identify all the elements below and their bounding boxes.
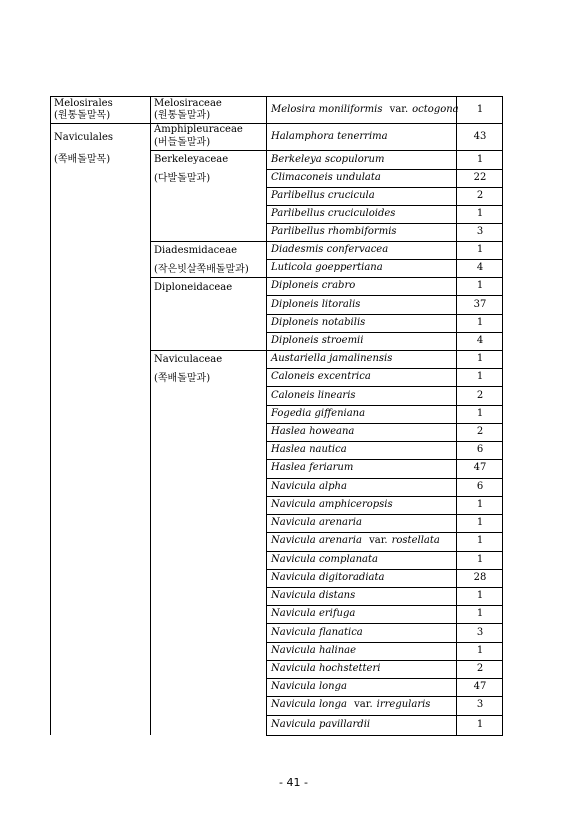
species-table [50,96,503,735]
specimen-count: 1 [476,371,484,382]
specimen-count: 3 [476,226,484,237]
species-binomial: Haslea feriarum [271,462,354,473]
species-row-divider [266,223,503,224]
species-binomial: Parlibellus cruciculoides [271,208,396,219]
specimen-count: 3 [476,699,484,710]
order-column-divider [150,96,151,735]
specimen-count: 1 [476,535,484,546]
specimen-count: 1 [476,353,484,364]
family-name: Amphipleuraceae [154,124,243,135]
specimen-count: 2 [476,663,484,674]
specimen-count: 2 [476,426,484,437]
specimen-count: 47 [473,462,487,473]
species-binomial: Navicula arenaria [271,535,362,546]
order-korean-name: (쪽배돌말목) [54,154,111,165]
species-row-divider [266,332,503,333]
species-name [271,554,378,566]
page-number: - 41 - [279,776,308,789]
species-row-divider [266,169,503,170]
species-row-divider [266,478,503,479]
species-row-divider [266,459,503,460]
species-binomial: Caloneis excentrica [271,371,371,382]
family-korean-name: (쪽배돌말과) [154,373,211,384]
species-binomial: Diploneis crabro [271,280,356,291]
species-row-divider [266,441,503,442]
order-korean-name: (원통돌말목) [54,110,111,121]
species-row-divider [266,277,503,278]
species-binomial: Austariella jamalinensis [271,353,393,364]
specimen-count: 1 [476,280,484,291]
specimen-count: 1 [476,317,484,328]
species-binomial: Navicula complanata [271,554,378,565]
family-korean-name: (작은빗살쪽배돌말과) [154,264,249,275]
specimen-count: 1 [476,517,484,528]
table-left-border [50,96,51,735]
species-binomial: Fogedia giffeniana [271,408,366,419]
order-name: Naviculales [54,132,114,143]
species-binomial: Diploneis litoralis [271,299,361,310]
species-name [271,154,384,166]
species-row-divider [266,605,503,606]
species-binomial: Diploneis stroemii [271,335,364,346]
species-binomial: Melosira moniliformis [271,104,383,115]
specimen-count: 1 [476,499,484,510]
species-row-divider [266,314,503,315]
species-name [271,371,371,383]
species-name [271,627,363,639]
species-binomial: Berkeleya scopulorum [271,154,385,165]
specimen-count: 1 [476,608,484,619]
family-name: Melosiraceae [154,98,222,109]
species-binomial: Navicula erifuga [271,608,356,619]
species-binomial: Navicula hochstetteri [271,663,381,674]
species-row-divider [266,715,503,716]
species-name [271,317,365,329]
specimen-count: 1 [476,645,484,656]
specimen-count: 4 [476,262,484,273]
species-row-divider [266,150,503,151]
species-row-divider [266,350,503,351]
species-name [271,226,397,238]
species-row-divider [266,423,503,424]
specimen-count: 28 [473,572,487,583]
species-name [271,590,355,602]
species-name [271,335,363,347]
species-name [271,244,388,256]
family-korean-name: (버들돌말과) [154,137,211,148]
family-name: Diploneidaceae [154,282,233,293]
species-row-divider [266,660,503,661]
specimen-count: 22 [473,172,487,183]
species-name [271,104,459,116]
specimen-count: 43 [473,131,487,142]
specimen-count: 4 [476,335,484,346]
order-name: Melosirales [54,98,113,109]
species-name [271,608,355,620]
species-name [271,390,356,402]
species-row-divider [266,241,503,242]
species-name [271,172,381,184]
species-row-divider [266,386,503,387]
species-name [271,535,440,547]
species-binomial: Caloneis linearis [271,390,356,401]
family-row-divider [150,150,267,151]
species-binomial: Luticola goeppertiana [271,262,383,273]
species-binomial: Navicula arenaria [271,517,362,528]
species-row-divider [266,259,503,260]
specimen-count: 1 [476,590,484,601]
specimen-count: 6 [476,481,484,492]
family-korean-name: (다발돌말과) [154,173,211,184]
variety-name: irregularis [376,699,431,710]
species-binomial: Haslea howeana [271,426,355,437]
species-name [271,481,347,493]
species-binomial: Navicula amphiceropsis [271,499,393,510]
species-row-divider [266,187,503,188]
specimen-count: 1 [476,208,484,219]
specimen-count: 3 [476,627,484,638]
species-binomial: Navicula longa [271,681,347,692]
species-binomial: Navicula alpha [271,481,347,492]
family-row-divider [150,277,267,278]
species-name [271,572,384,584]
species-binomial: Navicula halinae [271,645,357,656]
specimen-count: 2 [476,190,484,201]
specimen-count: 47 [473,681,487,692]
family-name: Naviculaceae [154,354,223,365]
table-top-border [50,96,503,97]
species-binomial: Navicula pavillardii [271,719,371,730]
specimen-count: 1 [476,554,484,565]
species-row-divider [266,623,503,624]
species-row-divider [266,368,503,369]
species-name [271,462,353,474]
species-row-divider [266,123,503,124]
variety-qualifier: var. [389,104,409,115]
species-binomial: Parlibellus crucicula [271,190,375,201]
family-name: Berkeleyaceae [154,154,229,165]
variety-qualifier: var. [354,699,373,710]
species-name [271,645,356,657]
species-binomial: Diadesmis confervacea [271,244,389,255]
specimen-count: 2 [476,390,484,401]
specimen-count: 6 [476,444,484,455]
species-binomial: Navicula distans [271,590,356,601]
species-row-divider [266,735,503,736]
family-name: Diadesmidaceae [154,245,238,256]
variety-name: rostellata [391,535,440,546]
species-name [271,663,380,675]
specimen-count: 1 [476,408,484,419]
specimen-count: 1 [476,719,484,730]
species-name [271,262,383,274]
species-binomial: Halamphora tenerrima [271,131,388,142]
species-binomial: Navicula flanatica [271,627,363,638]
species-binomial: Parlibellus rhombiformis [271,226,397,237]
specimen-count: 1 [476,154,484,165]
variety-name: octogona [412,104,459,115]
species-binomial: Haslea nautica [271,444,347,455]
species-row-divider [266,405,503,406]
species-row-divider [266,569,503,570]
species-name [271,699,430,711]
species-row-divider [266,696,503,697]
species-binomial: Navicula longa [271,699,347,710]
species-binomial: Diploneis notabilis [271,317,366,328]
specimen-count: 1 [476,244,484,255]
species-row-divider [266,642,503,643]
species-name [271,426,354,438]
species-row-divider [266,496,503,497]
species-row-divider [266,532,503,533]
variety-qualifier: var. [369,535,388,546]
species-name [271,444,347,456]
family-korean-name: (원통돌말과) [154,110,211,121]
family-row-divider [150,241,267,242]
species-row-divider [266,678,503,679]
species-name [271,131,388,143]
species-name [271,280,355,292]
species-binomial: Navicula digitoradiata [271,572,385,583]
species-name [271,353,392,365]
species-row-divider [266,514,503,515]
species-name [271,499,393,511]
species-name [271,190,375,202]
species-name [271,681,347,693]
specimen-count: 37 [473,299,487,310]
species-row-divider [266,551,503,552]
species-row-divider [266,587,503,588]
species-name [271,408,365,420]
species-row-divider [266,295,503,296]
species-name [271,208,395,220]
species-row-divider [266,205,503,206]
species-name [271,719,370,731]
specimen-count: 1 [476,104,484,115]
species-binomial: Climaconeis undulata [271,172,381,183]
family-row-divider [150,350,267,351]
species-name [271,299,360,311]
species-name [271,517,362,529]
family-column-divider [266,96,267,735]
